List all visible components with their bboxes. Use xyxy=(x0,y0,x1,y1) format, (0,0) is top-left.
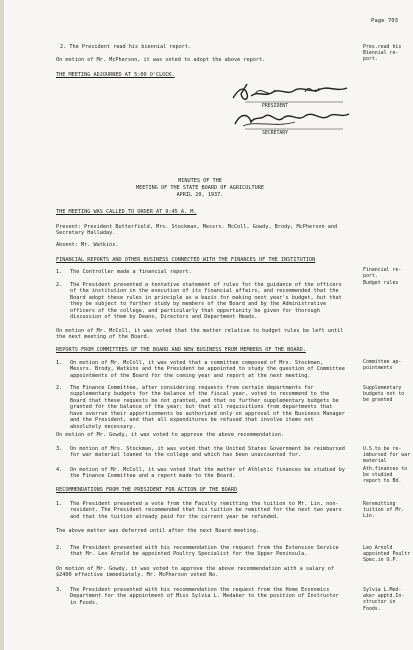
president-signature-label: PRESIDENT xyxy=(262,104,288,109)
pres-item-2-num: 2. xyxy=(56,545,63,551)
deferred-note: The above matter was deferred until after the next Board meeting. xyxy=(56,528,260,534)
com-item-2-text: The Finance Committee, after considering requests from certain departments for supplementary budgets for the balance of the fiscal year, voted to recommend to the Board that these requests be not granted, and that no further supplementary budgets be granted for the balance of the year; but that all requisitions from departments that have overrun their apportionments be authorized only on approval of the Business Manager and the President, and that all expenditures be refused that involve items not absolutely necessary. xyxy=(70,385,345,430)
com-item-3-num: 3. xyxy=(56,446,63,452)
section-financial: FINANCIAL REPORTS AND OTHER BUSINESS CONNECTED WITH THE FINANCES OF THE INSTITUTION xyxy=(56,257,316,263)
margin-war-material: U.S.to be re- imbursed for war material xyxy=(363,446,411,465)
margin-financial-report: Financial re- port. xyxy=(363,267,402,280)
com-item-4-text: On motion of Mr. McColl, it was voted that the matter of Athletic finances be studied by the Finance Committee and a report made to the Board. xyxy=(70,467,345,480)
called-to-order: THE MEETING WAS CALLED TO ORDER AT 9:45 A. M. xyxy=(56,209,197,215)
present-list: Present: President Butterfield, Mrs. Stockman, Messrs. McColl, Gowdy, Brody, McPherson and Secretary Halladay. xyxy=(56,224,338,237)
section-president: RECOMMENDATIONS FROM THE PRESIDENT FOR ACTION OF THE BOARD xyxy=(56,487,238,493)
com-item-4-num: 4. xyxy=(56,467,63,473)
pres-item-3-text: The President presented with his recommendation the request from the Home Economics Department for the appointment of Miss Sylvia L. Medaker to the position of Instructor in Foods. xyxy=(70,587,339,606)
fin-item-2-num: 2. xyxy=(56,282,63,288)
gowdy-motion: On motion of Mr. Gowdy, it was voted to approve the above recommendation with a salary of $2400 effective immediately. Mr. McPherson voted No. xyxy=(56,566,334,579)
pres-item-2-text: The President presented with his recommendation the request from the Extension Service that Mr. Leo Arnold be appointed Poultry Specialist for the Upper Peninsula. xyxy=(70,545,339,558)
minutes-date: APRIL 20, 1937. xyxy=(176,192,224,198)
fin-motion: On motion of Mr. McColl, it was voted that the matter relative to budget rules be left until the next meeting of the Board. xyxy=(56,328,344,341)
fin-item-1-text: The Controller made a financial report. xyxy=(70,269,192,275)
fin-item-1-num: 1. xyxy=(56,269,63,275)
margin-sylvia-medaker: Sylvia L.Med- aker apptd.In- structor in Foods. xyxy=(363,587,405,612)
margin-note-biennial: Pres.read his Biennial re- port. xyxy=(363,44,402,63)
pres-item-1-num: 1. xyxy=(56,501,63,507)
page-edge xyxy=(0,0,4,650)
margin-supplementary-budgets: Supplementary budgets not to be granted xyxy=(363,385,405,404)
com-item-2-num: 2. xyxy=(56,385,63,391)
com-item-3-text: On motion of Mrs. Stockman, it was voted that the United States Government be reimbursed for war material loaned to the college and which has been unaccounted for. xyxy=(70,446,345,459)
meeting-adjourned: THE MEETING ADJOURNED AT 5:00 O'CLOCK. xyxy=(56,72,175,78)
item-president-report: 2. The President read his biennial report. xyxy=(60,44,192,50)
com-item-1-num: 1. xyxy=(56,360,63,366)
secretary-signature-label: SECRETARY xyxy=(262,131,288,136)
absent-list: Absent: Mr. Watkins. xyxy=(56,242,119,248)
fin-item-2-text: The President presented a tentative statement of rules for the guidance of the officers of the institution in the execution of its financial affairs, and recommended that the Board adopt these rules in principle as a basis for making next year's budget, but that they be subject to further study by members of the Board and by the Administrative officers of the college, and particularly that opportunity be given for thorough discussion of them by Deans, Directors and Department Heads. xyxy=(70,282,342,321)
motion-adopt-report: On motion of Mr. McPherson, it was voted to adopt the above report. xyxy=(56,57,266,63)
section-committees: REPORTS FROM COMMITTEES OF THE BOARD AND NEW BUSINESS FROM MEMBERS OF THE BOARD. xyxy=(56,347,306,353)
minutes-title-1: MINUTES OF THE xyxy=(178,178,222,184)
signatures-image xyxy=(225,80,355,138)
margin-committee-appointments: Committee ap- pointments xyxy=(363,359,402,372)
minutes-title-2: MEETING OF THE STATE BOARD OF AGRICULTURE xyxy=(135,185,265,191)
pres-item-1-text: The President presented a vote from the Faculty remitting the tuition to Mr. Lin, non-resident. The President recommended that his tuition be remitted for the next two years and that the tuition already paid for the current year be refunded. xyxy=(70,501,342,520)
margin-athletic-finances: Ath.finances to be studied report to Bd. xyxy=(363,466,408,485)
margin-leo-arnold: Leo Arnold appointed Poultr Spec.in U.P. xyxy=(363,545,411,564)
page-number: Page 703 xyxy=(371,18,398,24)
pres-item-3-num: 3. xyxy=(56,587,63,593)
com-item-1-text: On motion of Mr. McColl, it was voted that a committee composed of Mrs. Stockman, Messrs. Brody, Watkins and the President be appointed to study the question of Committee appointments of the Board for the coming year and report at the next meeting. xyxy=(70,360,345,379)
com-motion: On motion of Mr. Gowdy, it was voted to approve the above recommendation. xyxy=(56,432,284,438)
margin-lin-tuition: Reremitting tuition of Mr. Lin. xyxy=(363,501,405,520)
margin-budget-rules: Budget rules xyxy=(363,280,399,286)
